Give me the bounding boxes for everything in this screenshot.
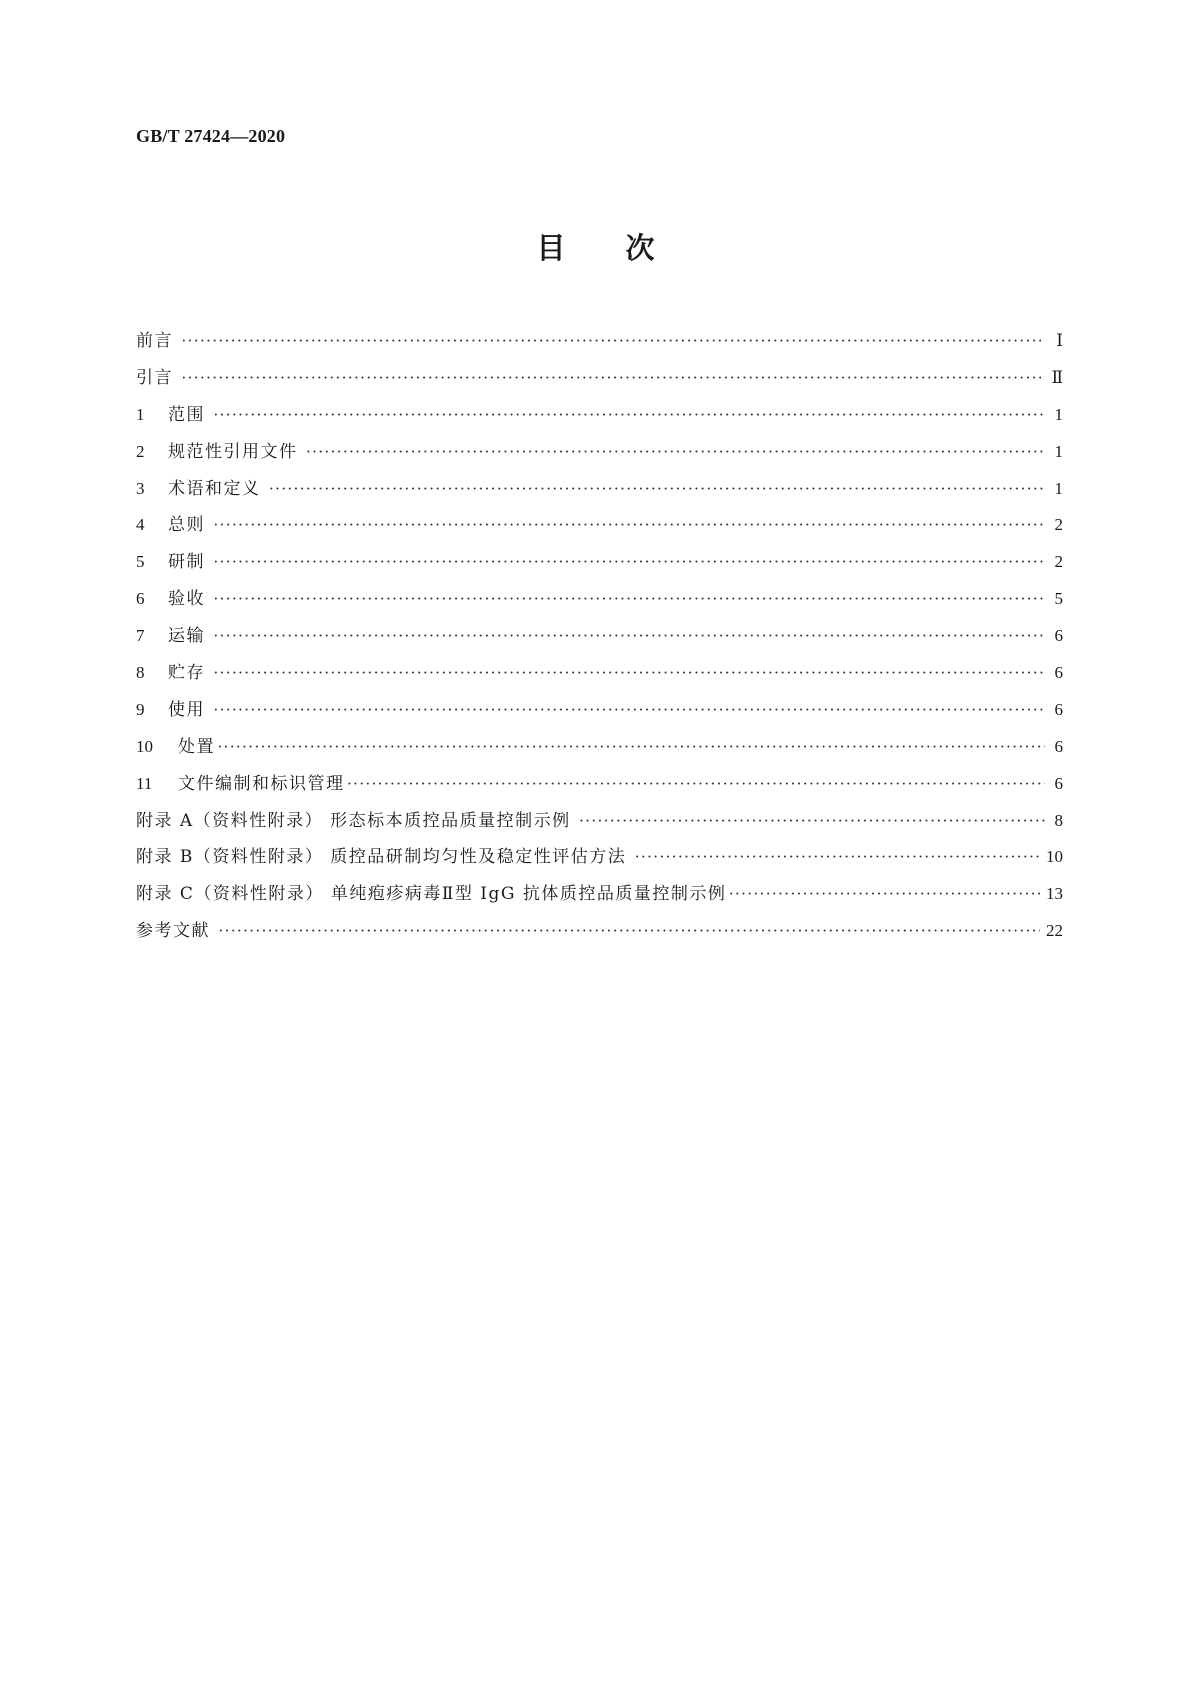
toc-entry-foreword[interactable]: [136, 323, 1063, 360]
toc-entry-4[interactable]: [136, 507, 1063, 544]
toc-entry-page: Ⅰ: [1056, 331, 1063, 350]
dot-leader: [213, 655, 1045, 692]
dot-leader: [579, 803, 1045, 840]
toc-entry-page: 6: [1054, 773, 1063, 793]
dot-leader: [218, 913, 1040, 950]
dot-leader: [213, 544, 1045, 581]
toc-entry-3[interactable]: [136, 471, 1063, 508]
toc-entry-label: 文件编制和标识管理: [178, 773, 345, 794]
dot-leader: [213, 618, 1045, 655]
toc-entry-2[interactable]: [136, 434, 1063, 471]
toc-entry-label: 引言: [136, 367, 173, 388]
toc-entry-page: 6: [1054, 626, 1063, 646]
toc-title: 目次: [536, 231, 715, 265]
toc-entry-label: 参考文献: [136, 921, 210, 942]
toc-entry-label: 附录 C（资料性附录） 单纯疱疹病毒Ⅱ型 IgG 抗体质控品质量控制示例: [136, 884, 727, 905]
toc-entry-number: 10: [136, 736, 153, 756]
toc-entry-label: 贮存: [168, 663, 205, 684]
table-of-contents: [136, 323, 1063, 950]
toc-entry-number: 11: [136, 773, 153, 793]
toc-entry-page: 22: [1046, 921, 1063, 941]
toc-entry-number: 5: [136, 552, 145, 572]
dot-leader: [728, 876, 1040, 913]
toc-entry-references[interactable]: [136, 913, 1063, 950]
standard-code: GB/T 27424—2020: [136, 126, 286, 146]
toc-entry-1[interactable]: [136, 397, 1063, 434]
toc-entry-number: 3: [136, 478, 145, 498]
toc-entry-label: 范围: [168, 404, 205, 425]
dot-leader: [213, 507, 1045, 544]
toc-entry-page: 6: [1054, 699, 1063, 719]
toc-entry-page: 8: [1054, 810, 1063, 830]
dot-leader: [306, 434, 1046, 471]
toc-entry-number: 1: [136, 404, 145, 424]
toc-entry-number: 8: [136, 663, 145, 683]
toc-entry-number: 4: [136, 515, 145, 535]
toc-entry-6[interactable]: [136, 581, 1063, 618]
toc-entry-label: 运输: [168, 626, 205, 647]
toc-entry-label: 前言: [136, 331, 173, 351]
toc-entry-5[interactable]: [136, 544, 1063, 581]
toc-entry-page: 13: [1046, 884, 1063, 904]
toc-entry-11[interactable]: [136, 766, 1063, 803]
toc-entry-7[interactable]: [136, 618, 1063, 655]
toc-entry-page: 1: [1054, 404, 1063, 424]
toc-entry-page: 5: [1054, 589, 1063, 609]
toc-entry-label: 使用: [168, 699, 205, 720]
toc-entry-label: 附录 A（资料性附录） 形态标本质控品质量控制示例: [136, 810, 571, 831]
toc-entry-page: 1: [1054, 478, 1063, 498]
dot-leader: [181, 360, 1045, 397]
toc-entry-label: 验收: [168, 589, 205, 610]
toc-entry-label: 处置: [178, 736, 215, 757]
toc-entry-label: 规范性引用文件: [168, 441, 298, 462]
dot-leader: [213, 581, 1045, 618]
dot-leader: [213, 692, 1045, 729]
toc-entry-page: 10: [1046, 847, 1063, 867]
toc-entry-page: 1: [1054, 441, 1063, 461]
toc-entry-number: 7: [136, 626, 145, 646]
toc-entry-page: 2: [1054, 515, 1063, 535]
toc-entry-label: 总则: [168, 515, 205, 536]
toc-entry-label: 术语和定义: [168, 478, 261, 499]
toc-entry-number: 2: [136, 441, 145, 461]
toc-entry-number: 9: [136, 699, 145, 719]
toc-entry-number: 6: [136, 589, 145, 609]
dot-leader: [217, 729, 1045, 766]
dot-leader: [213, 397, 1045, 434]
toc-entry-page: 2: [1054, 552, 1063, 572]
toc-entry-label: 附录 B（资料性附录） 质控品研制均匀性及稳定性评估方法: [136, 847, 627, 868]
toc-entry-9[interactable]: [136, 692, 1063, 729]
dot-leader: [634, 839, 1040, 876]
toc-entry-page: 6: [1054, 663, 1063, 683]
toc-entry-page: 6: [1054, 736, 1063, 756]
toc-entry-10[interactable]: [136, 729, 1063, 766]
toc-entry-appendix-a[interactable]: [136, 803, 1063, 840]
toc-entry-label: 研制: [168, 552, 205, 573]
dot-leader: [347, 766, 1046, 803]
toc-entry-appendix-b[interactable]: [136, 839, 1063, 876]
toc-entry-8[interactable]: [136, 655, 1063, 692]
toc-entry-page: Ⅱ: [1051, 367, 1063, 387]
dot-leader: [269, 471, 1046, 508]
toc-entry-introduction[interactable]: [136, 360, 1063, 397]
dot-leader: [181, 323, 1045, 360]
toc-entry-appendix-c[interactable]: [136, 876, 1063, 913]
